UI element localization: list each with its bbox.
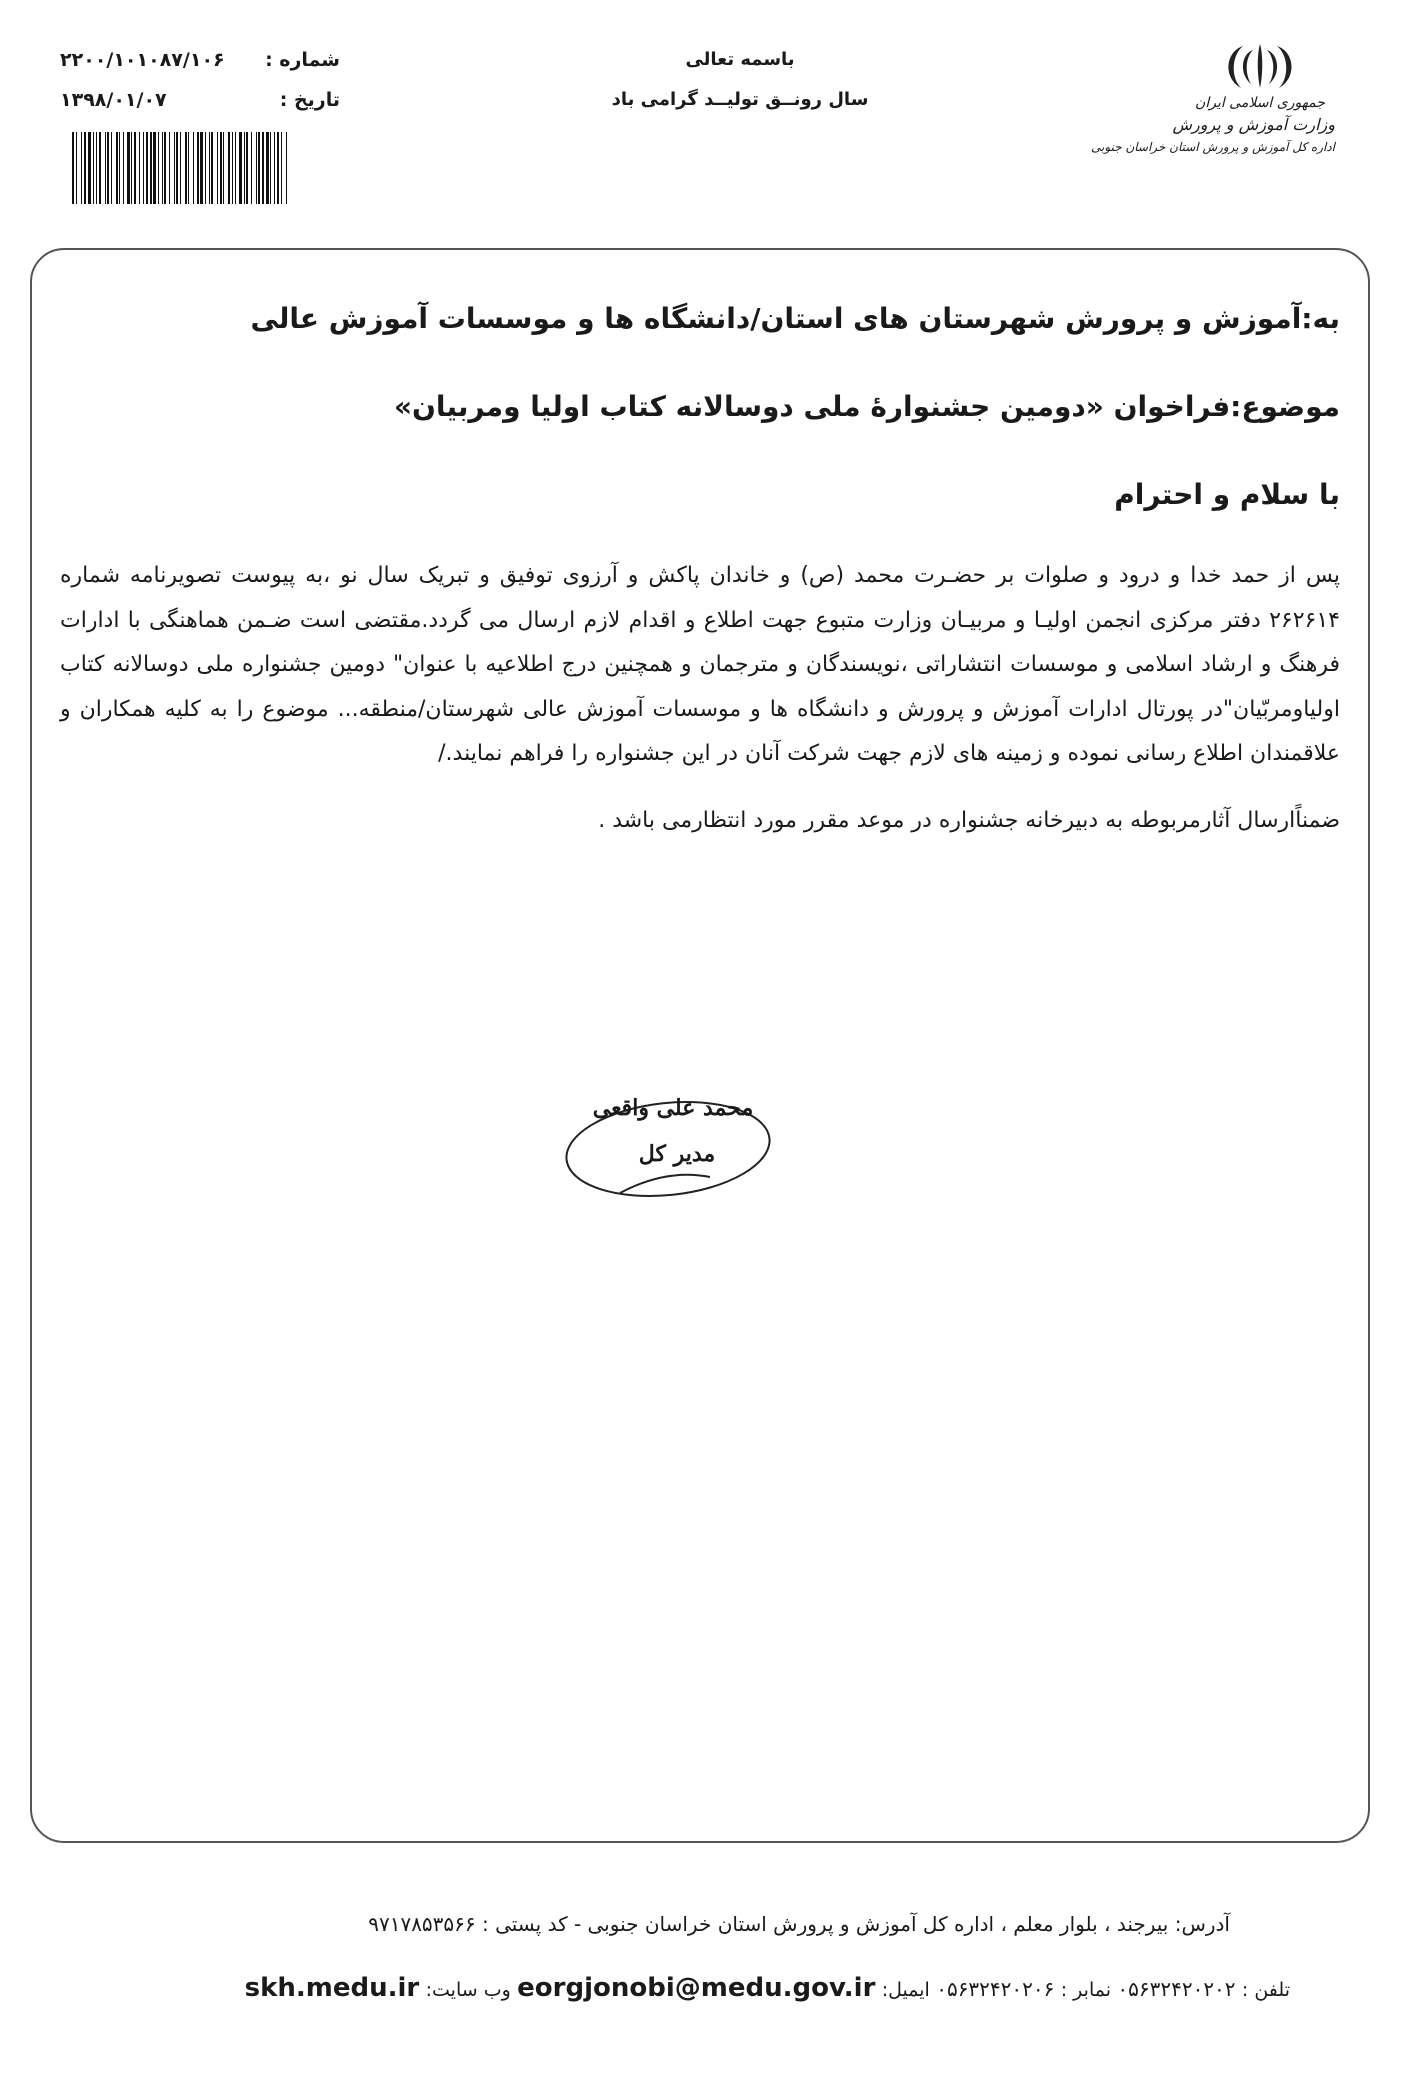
footer-contact bbox=[100, 1973, 1290, 2003]
footer-address: آدرس: بیرجند ، بلوار معلم ، اداره کل آموزش و پرورش استان خراسان جنوبی - کد پستی : ۹۷۱۷۸۵۳۵۶۶ bbox=[368, 1912, 1230, 1936]
letter-recipient: به:آموزش و پرورش شهرستان های استان/دانشگاه ها و موسسات آموزش عالی bbox=[250, 302, 1340, 335]
signatory-name: محمد علی واقعی bbox=[592, 1095, 754, 1121]
logo-line-country: جمهوری اسلامی ایران bbox=[1195, 95, 1325, 111]
email-label: ایمیل: bbox=[881, 1979, 930, 2001]
letter-date-value: ۱۳۹۸/۰۱/۰۷ bbox=[60, 89, 167, 111]
letter-date-row bbox=[60, 80, 340, 120]
signature-block bbox=[560, 1085, 780, 1215]
barcode bbox=[72, 132, 288, 204]
logo-line-ministry: وزارت آموزش و پرورش bbox=[1172, 115, 1335, 134]
year-slogan: سال رونــق تولیــد گرامی باد bbox=[611, 89, 869, 110]
fax-value: ۰۵۶۳۲۴۲۰۲۰۶ bbox=[936, 1977, 1055, 2001]
letter-subject: موضوع:فراخوان «دومین جشنوارهٔ ملی دوسالانه کتاب اولیا ومربیان» bbox=[393, 390, 1340, 423]
email-link[interactable]: eorgjonobi@medu.gov.ir bbox=[517, 1973, 876, 2003]
letter-content bbox=[60, 280, 1340, 843]
header-center bbox=[560, 40, 920, 120]
letter-number-value: ۲۲۰۰/۱۰۱۰۸۷/۱۰۶ bbox=[60, 49, 225, 71]
letter-number-row bbox=[60, 40, 340, 80]
letter-date-label: تاریخ : bbox=[279, 89, 340, 111]
website-link[interactable]: skh.medu.ir bbox=[244, 1973, 420, 2003]
phone-label: تلفن : bbox=[1241, 1979, 1290, 2001]
website-label: وب سایت: bbox=[425, 1979, 511, 2001]
signatory-title: مدیر کل bbox=[638, 1141, 716, 1167]
letter-body: پس از حمد خدا و درود و صلوات بر حضـرت محمد (ص) و خاندان پاکش و آرزوی توفیق و تبریک سال نو ،به پیوست تصویرنامه شماره ۲۶۲۶۱۴ دفتر مرکزی انجمن اولیـا و مربیـان وزارت متبوع جهت اطلاع و اقدام لازم ارسال می گردد.مقتضی است ضـمن هماهنگی با ادارات فرهنگ و ارشاد اسلامی و موسسات انتشاراتی ،نویسندگان و مترجمان و همچنین درج اطلاعیه با عنوان" دومین جشنواره ملی دوسالانه کتاب اولیاومربّیان"در پورتال ادارات آموزش و پرورش و دانشگاه ها و موسسات آموزش عالی شهرستان/منطقه... موضوع را به کلیه همکاران و علاقمندان اطلاع رسانی نموده و زمینه های لازم جهت شرکت آنان در این جشنواره را فراهم نمایند./ bbox=[60, 563, 1340, 766]
phone-value: ۰۵۶۳۲۴۲۰۲۰۲ bbox=[1117, 1977, 1236, 2001]
basmala: باسمه تعالی bbox=[685, 49, 795, 70]
letter-closing: ضمناًارسال آثارمربوطه به دبیرخانه جشنواره در موعد مقرر مورد انتظارمی باشد . bbox=[598, 807, 1340, 833]
letter-greeting: با سلام و احترام bbox=[1114, 478, 1340, 511]
letter-number-label: شماره : bbox=[265, 49, 340, 71]
iran-emblem-icon bbox=[1215, 40, 1305, 92]
ministry-logo bbox=[1091, 40, 1335, 158]
logo-line-department: اداره کل آموزش و پرورش استان خراسان جنوبی bbox=[1091, 140, 1335, 154]
letter-meta bbox=[60, 40, 340, 120]
fax-label: نمابر : bbox=[1060, 1979, 1112, 2001]
